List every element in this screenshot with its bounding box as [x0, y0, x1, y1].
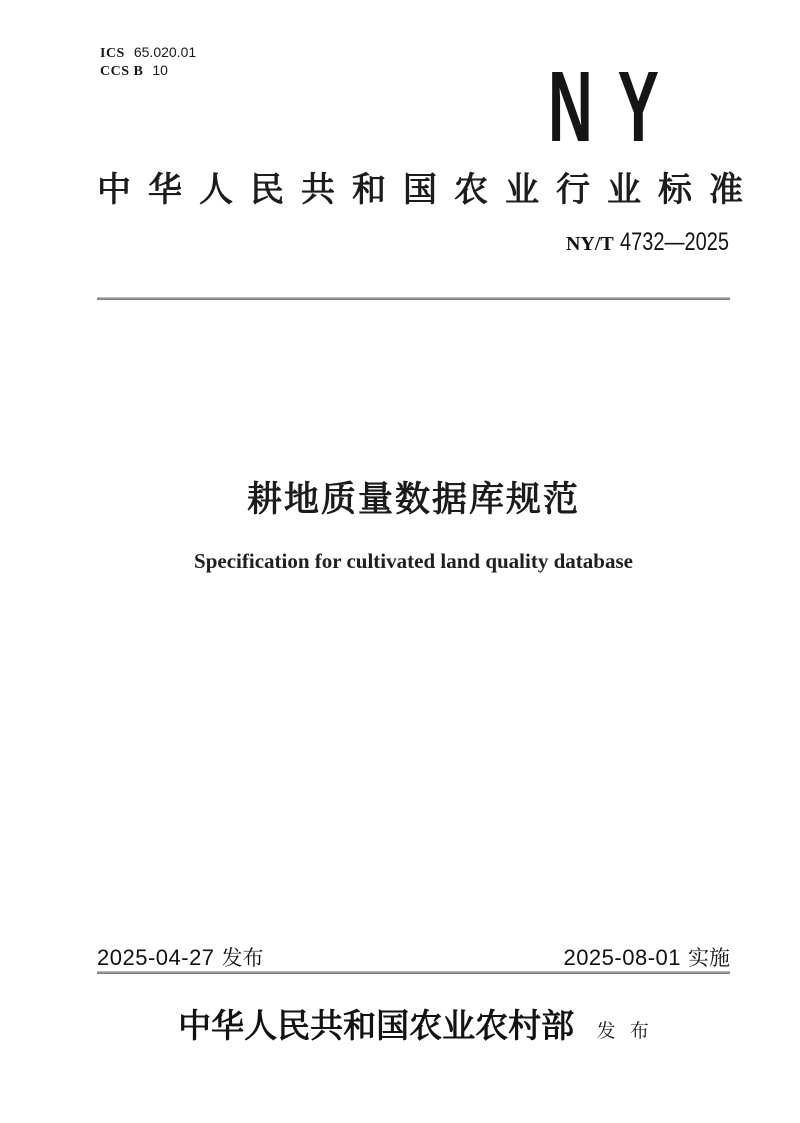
ccs-code-line [100, 62, 196, 80]
document-title-chinese: 耕地质量数据库规范 [246, 480, 580, 519]
ccs-label: CCS B [100, 64, 144, 79]
document-title-english: Specification for cultivated land quality database [194, 549, 633, 573]
implementation-date: 2025-08-01 [563, 945, 681, 970]
standard-type-text: 中华人民共和国农业行业标准 [97, 172, 760, 209]
issue-date: 2025-04-27 [97, 945, 215, 970]
dates-row [97, 942, 730, 972]
standard-type-heading [97, 168, 760, 214]
standard-code-prefix: NY/T [565, 233, 614, 255]
standard-code-number: 4732—2025 [619, 228, 729, 256]
publisher-action: 发 布 [596, 1021, 649, 1042]
ny-standard-logo: NY [548, 51, 684, 163]
ics-code-line [100, 44, 196, 62]
publisher-name: 中华人民共和国农业农村部 [178, 1009, 575, 1045]
standard-code [566, 228, 730, 257]
bottom-divider-rule [97, 971, 730, 974]
implementation-label: 实施 [688, 947, 730, 970]
ics-label: ICS [100, 46, 125, 61]
issue-label: 发布 [221, 947, 264, 970]
ccs-value: 10 [152, 62, 168, 78]
ics-value: 65.020.01 [133, 44, 197, 60]
issue-date-group [97, 942, 264, 972]
implementation-date-group [563, 942, 730, 972]
top-divider-rule [97, 297, 730, 300]
classification-codes [100, 44, 196, 80]
publisher-line [97, 1000, 730, 1047]
